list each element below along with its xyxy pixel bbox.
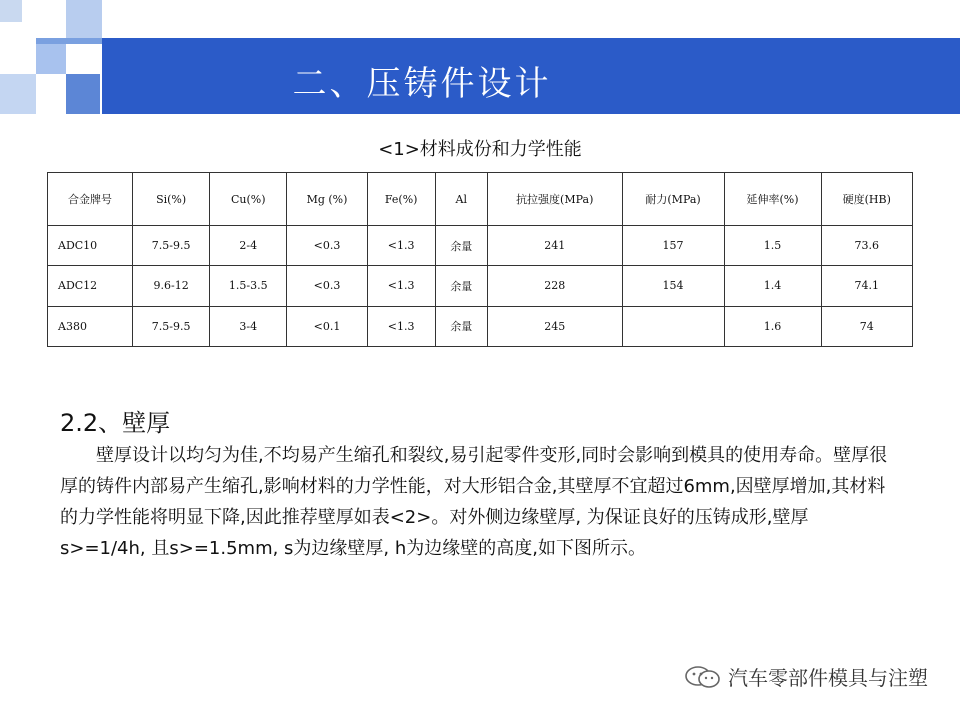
page-title: 二、压铸件设计 — [292, 64, 552, 104]
watermark-text: 汽车零部件模具与注塑 — [728, 666, 928, 690]
decor-square — [36, 44, 66, 74]
table-cell: 245 — [487, 306, 622, 346]
decor-square — [0, 74, 36, 114]
table-caption: <1>材料成份和力学性能 — [378, 139, 582, 160]
table-cell: <1.3 — [367, 306, 435, 346]
table-cell: 余量 — [435, 266, 487, 306]
table-cell: 3-4 — [210, 306, 287, 346]
column-header: 延伸率(%) — [724, 173, 821, 226]
table-cell: 1.4 — [724, 266, 821, 306]
section-body-text: 壁厚设计以均匀为佳,不均易产生缩孔和裂纹,易引起零件变形,同时会影响到模具的使用寿命。壁厚很厚的铸件内部易产生缩孔,影响材料的力学性能，对大形铝合金,其壁厚不宜超过6mm,因壁厚增加,其材料的力学性能将明显下降,因此推荐壁厚如表<2>。对外侧边缘壁厚, 为保证良好的压铸成形,壁厚s>=1/4h, 且s>=1.5mm, s为边缘壁厚, h为边缘壁的高度,如下图所示。 — [60, 445, 888, 559]
material-properties-table — [47, 172, 913, 347]
column-header: 耐力(MPa) — [622, 173, 724, 226]
column-header: Fe(%) — [367, 173, 435, 226]
table-cell: 9.6-12 — [133, 266, 210, 306]
table-cell: 7.5-9.5 — [133, 226, 210, 266]
table-header-row — [48, 173, 913, 226]
table-cell: <1.3 — [367, 226, 435, 266]
table-cell: <0.1 — [287, 306, 367, 346]
table-cell: 余量 — [435, 226, 487, 266]
table-cell: 228 — [487, 266, 622, 306]
table-cell: 74.1 — [821, 266, 912, 306]
table-cell: ADC12 — [48, 266, 133, 306]
table-cell: 73.6 — [821, 226, 912, 266]
table-cell: <0.3 — [287, 226, 367, 266]
table-cell: 74 — [821, 306, 912, 346]
table-cell: 1.6 — [724, 306, 821, 346]
table-cell: 7.5-9.5 — [133, 306, 210, 346]
decor-square — [0, 0, 22, 22]
column-header: Mg (%) — [287, 173, 367, 226]
section-heading: 2.2、壁厚 — [60, 409, 171, 437]
table-cell: 2-4 — [210, 226, 287, 266]
table-cell: 余量 — [435, 306, 487, 346]
table-cell: 241 — [487, 226, 622, 266]
column-header: Al — [435, 173, 487, 226]
column-header: Si(%) — [133, 173, 210, 226]
table-cell: 1.5-3.5 — [210, 266, 287, 306]
watermark — [684, 662, 928, 691]
table-row — [48, 266, 913, 306]
table-cell: <0.3 — [287, 266, 367, 306]
column-header: 合金牌号 — [48, 173, 133, 226]
table-cell: 154 — [622, 266, 724, 306]
header-accent-strip — [36, 38, 102, 44]
table-cell: 157 — [622, 226, 724, 266]
table-row — [48, 306, 913, 346]
table-cell: 1.5 — [724, 226, 821, 266]
table-cell — [622, 306, 724, 346]
table-row — [48, 226, 913, 266]
column-header: Cu(%) — [210, 173, 287, 226]
column-header: 硬度(HB) — [821, 173, 912, 226]
table-cell: A380 — [48, 306, 133, 346]
column-header: 抗拉强度(MPa) — [487, 173, 622, 226]
table-cell: ADC10 — [48, 226, 133, 266]
table-cell: <1.3 — [367, 266, 435, 306]
wechat-icon — [684, 665, 722, 689]
decor-square — [66, 74, 100, 114]
